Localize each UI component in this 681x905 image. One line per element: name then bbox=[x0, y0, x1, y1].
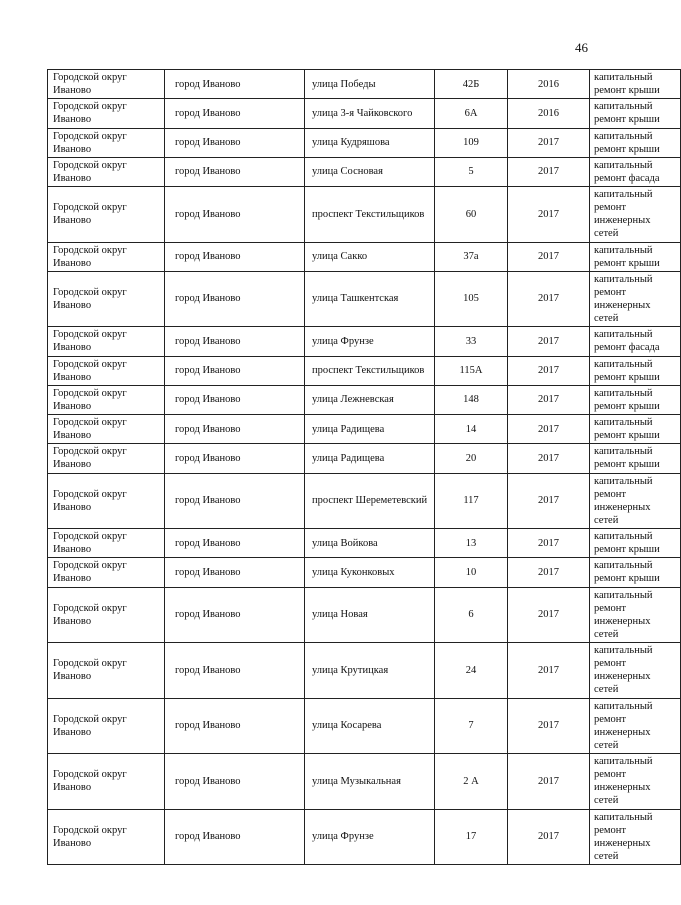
work-type-cell: капитальный ремонт крыши bbox=[590, 99, 681, 128]
district-cell: Городской округ Иваново bbox=[48, 415, 165, 444]
year-cell: 2017 bbox=[508, 385, 590, 414]
work-type-cell: капитальный ремонт инженерных сетей bbox=[590, 809, 681, 865]
year-cell: 2017 bbox=[508, 415, 590, 444]
year-cell: 2017 bbox=[508, 754, 590, 810]
table-row bbox=[48, 444, 681, 473]
table-row bbox=[48, 587, 681, 643]
street-cell: улица Сакко bbox=[305, 242, 435, 271]
house-number-cell: 60 bbox=[435, 187, 508, 243]
year-cell: 2016 bbox=[508, 99, 590, 128]
table-row bbox=[48, 70, 681, 99]
table-row bbox=[48, 327, 681, 356]
street-cell: улица Лежневская bbox=[305, 385, 435, 414]
city-cell: город Иваново bbox=[165, 271, 305, 327]
work-type-cell: капитальный ремонт крыши bbox=[590, 356, 681, 385]
city-cell: город Иваново bbox=[165, 643, 305, 699]
district-cell: Городской округ Иваново bbox=[48, 473, 165, 529]
street-cell: улица Фрунзе bbox=[305, 327, 435, 356]
table-row bbox=[48, 187, 681, 243]
work-type-cell: капитальный ремонт крыши bbox=[590, 385, 681, 414]
work-type-cell: капитальный ремонт инженерных сетей bbox=[590, 698, 681, 754]
year-cell: 2017 bbox=[508, 356, 590, 385]
year-cell: 2017 bbox=[508, 529, 590, 558]
work-type-cell: капитальный ремонт крыши bbox=[590, 128, 681, 157]
street-cell: проспект Текстильщиков bbox=[305, 187, 435, 243]
street-cell: улица Войкова bbox=[305, 529, 435, 558]
year-cell: 2017 bbox=[508, 327, 590, 356]
street-cell: улица Музыкальная bbox=[305, 754, 435, 810]
table-row bbox=[48, 356, 681, 385]
work-type-cell: капитальный ремонт инженерных сетей bbox=[590, 271, 681, 327]
house-number-cell: 14 bbox=[435, 415, 508, 444]
year-cell: 2017 bbox=[508, 157, 590, 186]
house-number-cell: 6 bbox=[435, 587, 508, 643]
table-row bbox=[48, 698, 681, 754]
city-cell: город Иваново bbox=[165, 444, 305, 473]
work-type-cell: капитальный ремонт инженерных сетей bbox=[590, 187, 681, 243]
district-cell: Городской округ Иваново bbox=[48, 99, 165, 128]
district-cell: Городской округ Иваново bbox=[48, 271, 165, 327]
work-type-cell: капитальный ремонт инженерных сетей bbox=[590, 643, 681, 699]
work-type-cell: капитальный ремонт инженерных сетей bbox=[590, 587, 681, 643]
district-cell: Городской округ Иваново bbox=[48, 327, 165, 356]
year-cell: 2017 bbox=[508, 643, 590, 699]
work-type-cell: капитальный ремонт крыши bbox=[590, 558, 681, 587]
table-row bbox=[48, 385, 681, 414]
district-cell: Городской округ Иваново bbox=[48, 385, 165, 414]
street-cell: улица Кудряшова bbox=[305, 128, 435, 157]
work-type-cell: капитальный ремонт фасада bbox=[590, 327, 681, 356]
house-number-cell: 17 bbox=[435, 809, 508, 865]
house-number-cell: 6А bbox=[435, 99, 508, 128]
district-cell: Городской округ Иваново bbox=[48, 643, 165, 699]
work-type-cell: капитальный ремонт крыши bbox=[590, 529, 681, 558]
city-cell: город Иваново bbox=[165, 809, 305, 865]
city-cell: город Иваново bbox=[165, 99, 305, 128]
district-cell: Городской округ Иваново bbox=[48, 187, 165, 243]
work-type-cell: капитальный ремонт инженерных сетей bbox=[590, 473, 681, 529]
street-cell: улица Победы bbox=[305, 70, 435, 99]
house-number-cell: 117 bbox=[435, 473, 508, 529]
street-cell: улица 3-я Чайковского bbox=[305, 99, 435, 128]
work-type-cell: капитальный ремонт инженерных сетей bbox=[590, 754, 681, 810]
house-number-cell: 13 bbox=[435, 529, 508, 558]
street-cell: улица Фрунзе bbox=[305, 809, 435, 865]
house-number-cell: 37а bbox=[435, 242, 508, 271]
district-cell: Городской округ Иваново bbox=[48, 529, 165, 558]
city-cell: город Иваново bbox=[165, 415, 305, 444]
work-type-cell: капитальный ремонт крыши bbox=[590, 70, 681, 99]
table-row bbox=[48, 271, 681, 327]
district-cell: Городской округ Иваново bbox=[48, 70, 165, 99]
city-cell: город Иваново bbox=[165, 385, 305, 414]
city-cell: город Иваново bbox=[165, 356, 305, 385]
house-number-cell: 109 bbox=[435, 128, 508, 157]
district-cell: Городской округ Иваново bbox=[48, 809, 165, 865]
street-cell: улица Радищева bbox=[305, 415, 435, 444]
district-cell: Городской округ Иваново bbox=[48, 754, 165, 810]
table-body bbox=[48, 70, 681, 865]
street-cell: улица Крутицкая bbox=[305, 643, 435, 699]
year-cell: 2017 bbox=[508, 271, 590, 327]
street-cell: проспект Текстильщиков bbox=[305, 356, 435, 385]
repair-schedule-table bbox=[47, 69, 681, 865]
street-cell: улица Ташкентская bbox=[305, 271, 435, 327]
city-cell: город Иваново bbox=[165, 187, 305, 243]
district-cell: Городской округ Иваново bbox=[48, 157, 165, 186]
table-row bbox=[48, 558, 681, 587]
table-row bbox=[48, 473, 681, 529]
table-row bbox=[48, 754, 681, 810]
house-number-cell: 20 bbox=[435, 444, 508, 473]
year-cell: 2017 bbox=[508, 587, 590, 643]
district-cell: Городской округ Иваново bbox=[48, 356, 165, 385]
street-cell: улица Куконковых bbox=[305, 558, 435, 587]
year-cell: 2017 bbox=[508, 698, 590, 754]
table-row bbox=[48, 415, 681, 444]
street-cell: улица Косарева bbox=[305, 698, 435, 754]
table-row bbox=[48, 99, 681, 128]
house-number-cell: 148 bbox=[435, 385, 508, 414]
street-cell: проспект Шереметевский bbox=[305, 473, 435, 529]
house-number-cell: 42Б bbox=[435, 70, 508, 99]
house-number-cell: 7 bbox=[435, 698, 508, 754]
city-cell: город Иваново bbox=[165, 70, 305, 99]
street-cell: улица Новая bbox=[305, 587, 435, 643]
house-number-cell: 115А bbox=[435, 356, 508, 385]
year-cell: 2017 bbox=[508, 444, 590, 473]
house-number-cell: 33 bbox=[435, 327, 508, 356]
year-cell: 2017 bbox=[508, 558, 590, 587]
table-row bbox=[48, 529, 681, 558]
city-cell: город Иваново bbox=[165, 587, 305, 643]
table-row bbox=[48, 157, 681, 186]
city-cell: город Иваново bbox=[165, 754, 305, 810]
house-number-cell: 2 А bbox=[435, 754, 508, 810]
district-cell: Городской округ Иваново bbox=[48, 242, 165, 271]
city-cell: город Иваново bbox=[165, 558, 305, 587]
page-number: 46 bbox=[575, 40, 588, 55]
city-cell: город Иваново bbox=[165, 128, 305, 157]
city-cell: город Иваново bbox=[165, 242, 305, 271]
street-cell: улица Сосновая bbox=[305, 157, 435, 186]
house-number-cell: 10 bbox=[435, 558, 508, 587]
work-type-cell: капитальный ремонт крыши bbox=[590, 444, 681, 473]
year-cell: 2017 bbox=[508, 242, 590, 271]
year-cell: 2017 bbox=[508, 809, 590, 865]
city-cell: город Иваново bbox=[165, 157, 305, 186]
year-cell: 2016 bbox=[508, 70, 590, 99]
district-cell: Городской округ Иваново bbox=[48, 698, 165, 754]
house-number-cell: 24 bbox=[435, 643, 508, 699]
table-row bbox=[48, 809, 681, 865]
work-type-cell: капитальный ремонт крыши bbox=[590, 242, 681, 271]
work-type-cell: капитальный ремонт фасада bbox=[590, 157, 681, 186]
table-row bbox=[48, 242, 681, 271]
table-row bbox=[48, 643, 681, 699]
city-cell: город Иваново bbox=[165, 529, 305, 558]
city-cell: город Иваново bbox=[165, 473, 305, 529]
district-cell: Городской округ Иваново bbox=[48, 128, 165, 157]
district-cell: Городской округ Иваново bbox=[48, 444, 165, 473]
house-number-cell: 105 bbox=[435, 271, 508, 327]
city-cell: город Иваново bbox=[165, 327, 305, 356]
year-cell: 2017 bbox=[508, 128, 590, 157]
table-row bbox=[48, 128, 681, 157]
work-type-cell: капитальный ремонт крыши bbox=[590, 415, 681, 444]
city-cell: город Иваново bbox=[165, 698, 305, 754]
district-cell: Городской округ Иваново bbox=[48, 587, 165, 643]
house-number-cell: 5 bbox=[435, 157, 508, 186]
year-cell: 2017 bbox=[508, 187, 590, 243]
district-cell: Городской округ Иваново bbox=[48, 558, 165, 587]
street-cell: улица Радищева bbox=[305, 444, 435, 473]
year-cell: 2017 bbox=[508, 473, 590, 529]
